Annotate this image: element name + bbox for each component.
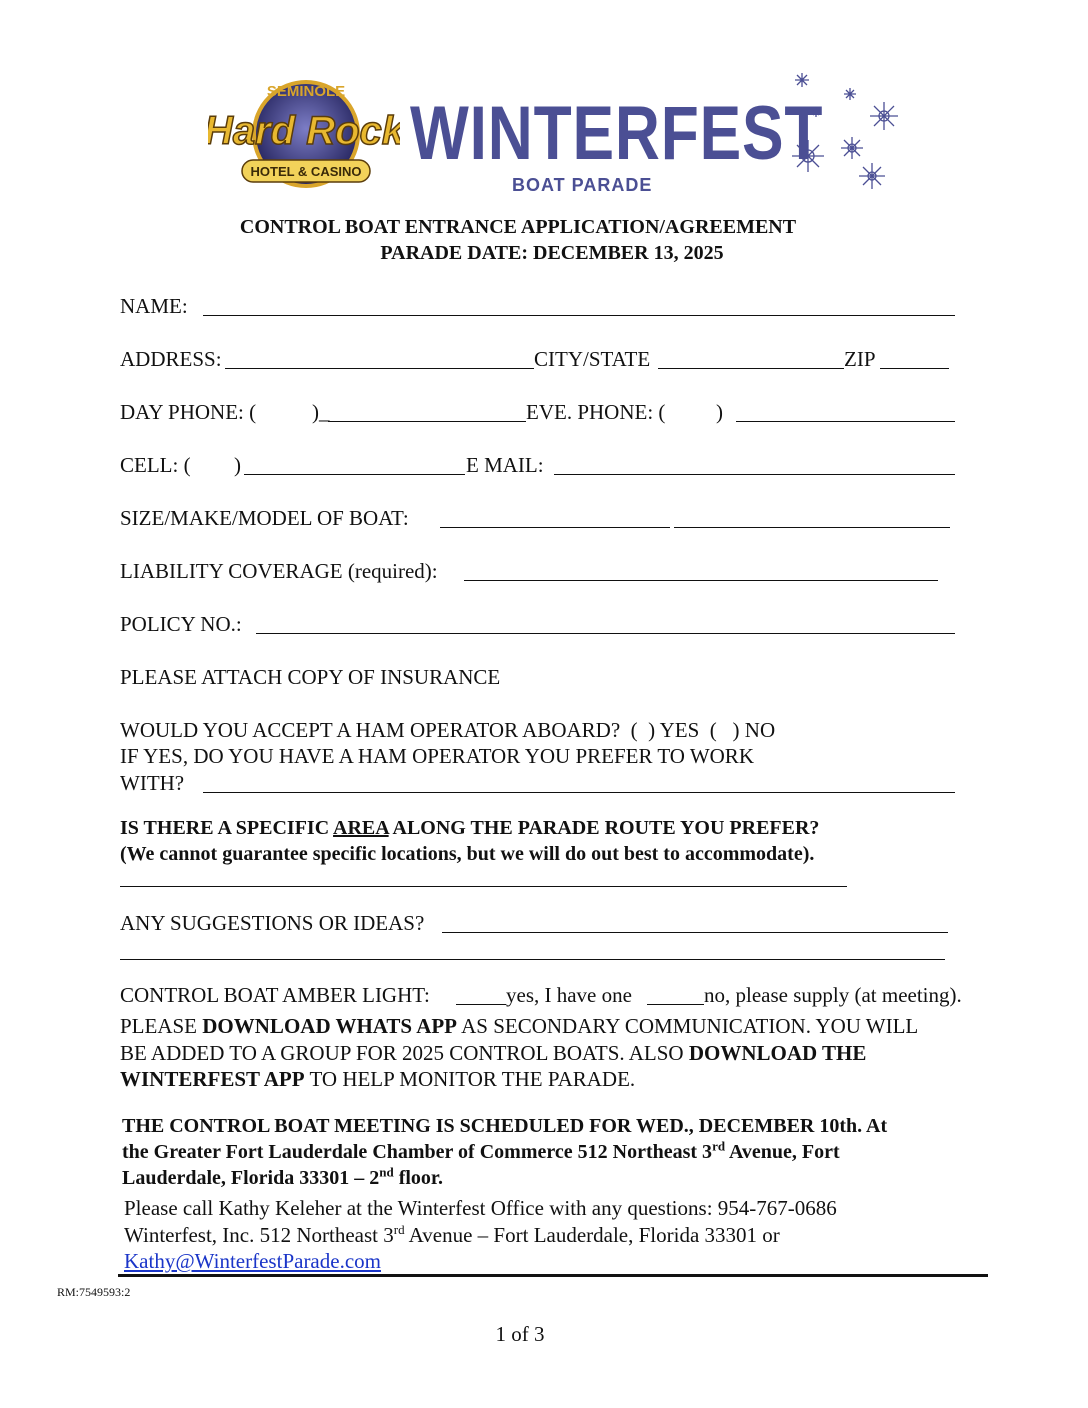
area-field[interactable] [120,886,847,887]
meeting-line-3 [122,1165,443,1191]
hard-rock-logo-graphic [208,68,400,196]
insurance-note: PLEASE ATTACH COPY OF INSURANCE [120,665,501,689]
meeting-text-3b: floor. [393,1167,443,1189]
download-text-3: BE ADDED TO A GROUP FOR 2025 CONTROL BOATS. ALSO [120,1041,689,1065]
day-phone-field[interactable] [328,421,526,422]
policy-label: POLICY NO.: [120,612,242,636]
download-winterfest-app: WINTERFEST APP [120,1067,305,1091]
cell-close: ) [234,453,241,477]
boat-parade-subtitle: BOAT PARADE [512,175,653,195]
boat-field-2[interactable] [674,527,950,528]
contact-sup-rd: rd [393,1222,405,1237]
download-line-1 [120,1013,918,1039]
city-state-field[interactable] [658,368,844,369]
area-note: (We cannot guarantee specific locations, but we will do out best to accommodate). [120,843,815,865]
area-question-post: ALONG THE PARADE ROUTE YOU PREFER? [388,817,820,839]
amber-no-label: no, please supply (at meeting). [704,983,962,1007]
download-line-3 [120,1066,635,1092]
contact-line-1: Please call Kathy Keleher at the Winterfest Office with any questions: 954-767-0686 [124,1196,837,1220]
logo-hard-rock: Hard Rock [208,109,400,153]
amber-light-label: CONTROL BOAT AMBER LIGHT: [120,983,430,1007]
meeting-text-2b: Avenue, Fort [725,1141,840,1163]
page-number: 1 of 3 [495,1322,545,1346]
logo-hotel-casino: HOTEL & CASINO [250,164,362,179]
amber-yes-label: yes, I have one [506,983,632,1007]
name-label: NAME: [120,294,188,318]
amber-yes-field[interactable] [456,1004,506,1005]
logo-seminole: SEMINOLE [266,83,346,100]
contact-email-link[interactable]: Kathy@WinterfestParade.com [124,1249,381,1273]
name-field[interactable] [203,315,955,316]
day-phone-close: )_ [312,400,330,424]
meeting-sup-rd: rd [712,1138,726,1154]
parade-date: PARADE DATE: DECEMBER 13, 2025 [380,242,724,264]
amber-no-field[interactable] [647,1004,704,1005]
boat-field-1[interactable] [440,527,670,528]
form-title: CONTROL BOAT ENTRANCE APPLICATION/AGREEMENT [239,216,797,238]
ham-preference-question: IF YES, DO YOU HAVE A HAM OPERATOR YOU PREFER TO WORK [120,744,754,768]
policy-field[interactable] [256,633,955,634]
ham-operator-field[interactable] [203,792,955,793]
address-label: ADDRESS: [120,347,222,371]
download-text-1: PLEASE [120,1014,203,1038]
contact-text-2a: Winterfest, Inc. 512 Northeast 3 [124,1223,394,1247]
snowflake-icon [786,68,906,198]
boat-label: SIZE/MAKE/MODEL OF BOAT: [120,506,409,530]
contact-line-2 [124,1222,780,1248]
liability-field[interactable] [464,580,938,581]
email-label: E MAIL: [466,453,544,477]
meeting-text-2a: the Greater Fort Lauderdale Chamber of Commerce 512 Northeast 3 [122,1141,713,1163]
suggestions-field-1[interactable] [442,932,948,933]
eve-phone-field[interactable] [736,421,955,422]
hard-rock-logo [208,68,400,196]
area-question [120,815,819,841]
meeting-line-2 [122,1139,840,1165]
area-question-area: AREA [333,817,389,839]
contact-email-row [124,1248,381,1274]
liability-label: LIABILITY COVERAGE (required): [120,559,438,583]
suggestions-field-2[interactable] [120,959,945,960]
suggestions-label: ANY SUGGESTIONS OR IDEAS? [120,911,425,935]
email-field[interactable] [554,474,955,475]
meeting-text-3a: Lauderdale, Florida 33301 – 2 [122,1167,380,1189]
ham-question: WOULD YOU ACCEPT A HAM OPERATOR ABOARD? ( ) YES ( ) NO [120,718,776,742]
area-question-pre: IS THERE A SPECIFIC [120,817,334,839]
document-id: RM:7549593:2 [57,1285,131,1299]
zip-field[interactable] [880,368,949,369]
footer-rule [118,1274,988,1277]
zip-label: ZIP [844,347,876,371]
download-text-2: AS SECONDARY COMMUNICATION. YOU WILL [457,1014,919,1038]
download-whatsapp: DOWNLOAD WHATS APP [202,1014,458,1038]
download-text-4: TO HELP MONITOR THE PARADE. [304,1067,636,1091]
download-line-2 [120,1040,866,1066]
meeting-line-1: THE CONTROL BOAT MEETING IS SCHEDULED FOR WED., DECEMBER 10th. At [122,1115,888,1137]
eve-phone-label: EVE. PHONE: ( [526,400,666,424]
cell-label: CELL: ( [120,453,191,477]
cell-field[interactable] [244,474,465,475]
day-phone-label: DAY PHONE: ( [120,400,257,424]
winterfest-title: WINTERFEST [410,91,824,176]
address-field[interactable] [225,368,534,369]
download-winterfest: DOWNLOAD THE [688,1041,867,1065]
contact-text-2b: Avenue – Fort Lauderdale, Florida 33301 or [404,1223,780,1247]
meeting-sup-nd: nd [379,1164,394,1180]
ham-with-label: WITH? [120,771,185,795]
snowflakes-decoration [786,68,906,198]
city-state-label: CITY/STATE [534,347,651,371]
eve-phone-close: ) [716,400,723,424]
